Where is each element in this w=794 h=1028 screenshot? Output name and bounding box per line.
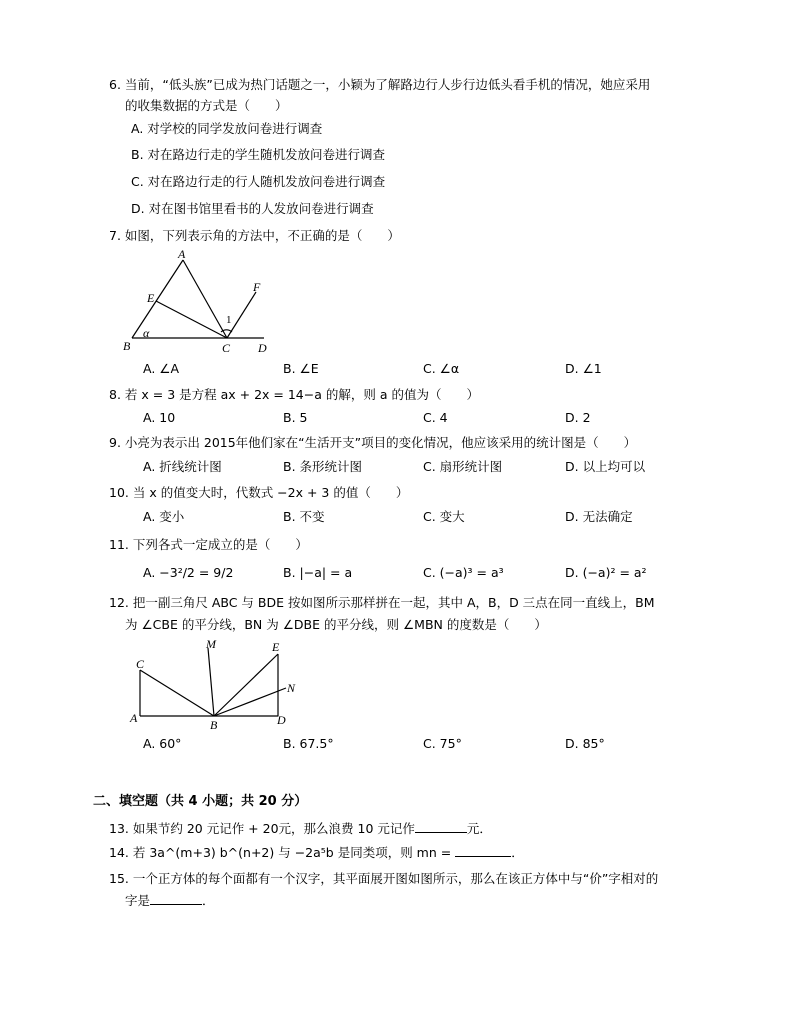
q10-option-c: C. 变大	[423, 509, 465, 524]
q12-label-n: N	[287, 681, 296, 695]
q15-line2	[125, 893, 215, 909]
q9-stem: 9. 小亮为表示出 2015年他们家在“生活开支”项目的变化情况，他应该采用的统计图是（ ）	[109, 435, 637, 450]
q7-label-c: C	[222, 341, 231, 355]
q12-option-d: D. 85°	[565, 736, 605, 751]
q7-label-b: B	[123, 339, 131, 353]
q7-stem: 7. 如图，下列表示角的方法中，不正确的是（ ）	[109, 228, 400, 243]
q8-option-d: D. 2	[565, 410, 591, 425]
q7-option-a: A. ∠A	[143, 361, 180, 376]
q12-label-e: E	[272, 640, 280, 654]
q13-text-before: 13. 如果节约 20 元记作 + 20元，那么浪费 10 元记作	[109, 821, 415, 836]
q7-option-b: B. ∠E	[283, 361, 319, 376]
q12-option-a: A. 60°	[143, 736, 182, 751]
q13-text-after: 元．	[466, 821, 492, 836]
q14-answer-blank[interactable]	[455, 856, 511, 857]
q10-option-d: D. 无法确定	[565, 509, 633, 524]
q7-label-e: E	[147, 291, 155, 305]
q8-option-a: A. 10	[143, 410, 176, 425]
q14-line	[109, 845, 524, 861]
q13-line	[109, 821, 492, 837]
q7-label-d: D	[258, 341, 267, 355]
q11-stem: 11. 下列各式一定成立的是（ ）	[109, 537, 308, 552]
q7-angle-figure	[118, 246, 278, 358]
section-title-fill-in: 二、填空题（共 4 小题；共 20 分）	[93, 794, 308, 809]
q10-option-a: A. 变小	[143, 509, 185, 524]
q12-label-a: A	[130, 711, 138, 725]
q6-stem-line1: 6. 当前，“低头族”已成为热门话题之一，小颖为了解路边行人步行边低头看手机的情况，她应采用	[109, 77, 651, 92]
q10-option-b: B. 不变	[283, 509, 325, 524]
q11-option-a: A. −3²/2 = 9/2	[143, 565, 234, 580]
q14-text-before: 14. 若 3a^(m+3) b^(n+2) 与 −2a⁵b 是同类项，则 mn =	[109, 845, 452, 860]
q7-option-c: C. ∠α	[423, 361, 460, 376]
q8-option-c: C. 4	[423, 410, 448, 425]
q9-option-c: C. 扇形统计图	[423, 459, 503, 474]
q12-option-b: B. 67.5°	[283, 736, 334, 751]
q6-option-c: C. 对在路边行走的行人随机发放问卷进行调查	[131, 174, 386, 189]
q14-text-after: ．	[511, 845, 524, 860]
q12-stem-line2: 为 ∠CBE 的平分线，BN 为 ∠DBE 的平分线，则 ∠MBN 的度数是（ ）	[125, 617, 547, 632]
q6-option-a: A. 对学校的同学发放问卷进行调查	[131, 121, 323, 136]
q12-label-b: B	[210, 718, 218, 732]
q11-option-c: C. (−a)³ = a³	[423, 565, 504, 580]
q8-option-b: B. 5	[283, 410, 308, 425]
q11-option-d: D. (−a)² = a²	[565, 565, 647, 580]
q12-triangle-figure	[128, 636, 308, 736]
q8-stem: 8. 若 x = 3 是方程 ax + 2x = 14−a 的解，则 a 的值为（ ）	[109, 387, 479, 402]
q15-answer-blank[interactable]	[150, 904, 202, 905]
q10-stem: 10. 当 x 的值变大时，代数式 −2x + 3 的值（ ）	[109, 485, 409, 500]
q15-text-after: ．	[202, 893, 215, 908]
q9-option-d: D. 以上均可以	[565, 459, 646, 474]
q7-label-f: F	[253, 280, 261, 294]
q7-label-alpha: α	[143, 326, 150, 340]
q15-stem-line1: 15. 一个正方体的每个面都有一个汉字，其平面展开图如图所示，那么在该正方体中与“价”字相对的	[109, 871, 659, 886]
q9-option-b: B. 条形统计图	[283, 459, 363, 474]
q15-text-before: 字是	[125, 893, 151, 908]
q7-label-1: 1	[226, 314, 232, 326]
q9-option-a: A. 折线统计图	[143, 459, 222, 474]
q7-option-d: D. ∠1	[565, 361, 602, 376]
q12-label-m: M	[206, 637, 216, 651]
q6-stem-line2: 的收集数据的方式是（ ）	[125, 98, 288, 113]
q12-stem-line1: 12. 把一副三角尺 ABC 与 BDE 按如图所示那样拼在一起，其中 A，B，D 三点在同一直线上，BM	[109, 595, 655, 610]
q13-answer-blank[interactable]	[415, 832, 467, 833]
q12-option-c: C. 75°	[423, 736, 462, 751]
q11-option-b: B. |−a| = a	[283, 565, 353, 580]
q12-label-c: C	[136, 657, 145, 671]
q12-label-d: D	[277, 713, 286, 727]
q6-option-b: B. 对在路边行走的学生随机发放问卷进行调查	[131, 147, 386, 162]
q6-option-d: D. 对在图书馆里看书的人发放问卷进行调查	[131, 201, 374, 216]
q7-label-a: A	[178, 247, 186, 261]
